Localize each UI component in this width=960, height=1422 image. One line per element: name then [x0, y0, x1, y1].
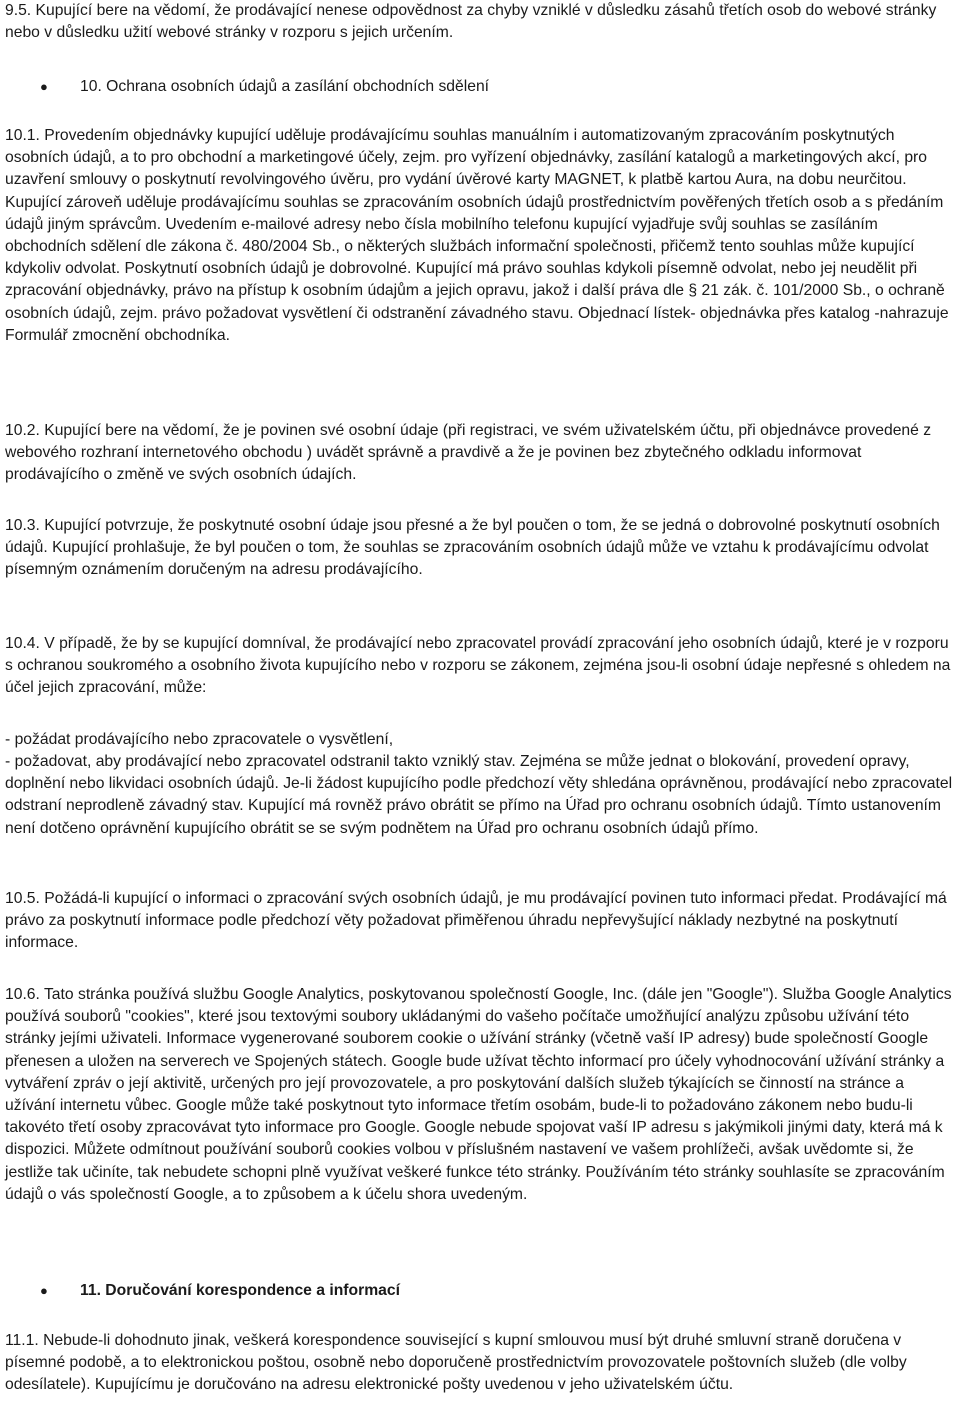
paragraph-10-6: 10.6. Tato stránka používá službu Google Analytics, poskytovanou společností Google, Inc. (dále jen "Google"). Služba Google Analytics používá souborů "cookies", které jsou textovými soubory ukládanými do vašeho počítače umožňující analýzu způsobu užívání této stránky jejími uživateli. Informace vygenerované souborem cookie o užívání stránky (včetně vaší IP adresy) bude společností Google přenesen a uložen na serverech ve Spojených státech. Google bude užívat těchto informací pro účely vyhodnocování užívání stránky a vytváření zpráv o její aktivitě, určených pro její provozovatele, a pro poskytování dalších služeb týkajících se činností na stránce a užívání internetu vůbec. Google může také poskytnout tyto informace třetím osobám, bude-li to požadováno zákonem nebo budu-li takovéto třetí osoby zpracovávat tyto informace pro Google. Google nebude spojovat vaší IP adresu s jakýmikoli jinými daty, která má k dispozici. Můžete odmítnout používání souborů cookies volbou v příslušném nastavení ve vašem prohlížeči, avšak uvědomte si, že jestliže tak učiníte, tak nebudete schopni plně využívat veškeré funkce této stránky. Používáním této stránky souhlasíte se zpracováním údajů o vás společností Google, a to způsobem a k účelu shora uvedeným.: [5, 986, 952, 1203]
paragraph-9-5: 9.5. Kupující bere na vědomí, že prodávající nenese odpovědnost za chyby vzniklé v důsledku zásahů třetích osob do webové stránky nebo v důsledku užití webové stránky v rozporu s jejich určením.: [5, 2, 937, 42]
paragraph-10-5: 10.5. Požádá-li kupující o informaci o zpracování svých osobních údajů, je mu prodávající povinen tuto informaci předat. Prodávající má právo za poskytnutí informace podle předchozí věty požadovat přiměřenou úhradu nepřevyšující náklady nezbytné na poskytnutí informace.: [5, 890, 947, 952]
paragraph-10-3: 10.3. Kupující potvrzuje, že poskytnuté osobní údaje jsou přesné a že byl poučen o tom, že se jedná o dobrovolné poskytnutí osobních údajů. Kupující prohlašuje, že byl poučen o tom, že souhlas se zpracováním osobních údajů může ve vztahu k prodávajícímu odvolat písemným oznámením doručeným na adresu prodávajícího.: [5, 517, 940, 579]
heading-10-text: 10. Ochrana osobních údajů a zasílání obchodních sdělení: [80, 78, 490, 95]
paragraph-10-2: 10.2. Kupující bere na vědomí, že je povinen své osobní údaje (při registraci, ve svém uživatelském účtu, při objednávce provedené z webového rozhraní internetového obchodu ) uvádět správně a pravdivě a že je povinen bez zbytečného odkladu informovat prodávajícího o změně ve svých osobních údajích.: [5, 422, 932, 484]
paragraph-10-4: 10.4. V případě, že by se kupující domníval, že prodávající nebo zpracovatel provádí zpracování jeho osobních údajů, které je v rozporu s ochranou soukromého a osobního života kupujícího nebo v rozporu se zákonem, zejména jsou-li osobní údaje nepřesné s ohledem na účel jejich zpracování, může:: [5, 635, 951, 697]
paragraph-11-1: 11.1. Nebude-li dohodnuto jinak, veškerá korespondence související s kupní smlouvou musí být druhé smluvní straně doručena v písemné podobě, a to elektronickou poštou, osobně nebo doporučeně prostřednictvím provozovatele poštovních služeb (dle volby odesílatele). Kupujícímu je doručováno na adresu elektronické pošty uvedenou v jeho uživatelském účtu.: [5, 1332, 907, 1394]
heading-10: [5, 76, 960, 98]
paragraph-10-1: 10.1. Provedením objednávky kupující uděluje prodávajícímu souhlas manuálním i automatizovaným zpracováním poskytnutých osobních údajů, a to pro obchodní a marketingové účely, zejm. pro vyřízení objednávky, zasílání katalogů a marketingových akcí, pro uzavření smlouvy o poskytnutí revolvingového úvěru, pro vydání úvěrové karty MAGNET, k platbě kartou Aura, na dobu neurčitou. Kupující zároveň uděluje prodávajícímu souhlas se zpracováním osobních údajů prostřednictvím pověřených třetích osob a s předáním údajů jiným správcům. Uvedením e-mailové adresy nebo čísla mobilního telefonu kupující vyjadřuje svůj souhlas se zasíláním obchodních sdělení dle zákona č. 480/2004 Sb., o některých službách informační společnosti, přičemž tento souhlas může kupující kdykoliv odvolat. Poskytnutí osobních údajů je dobrovolné. Kupující má právo souhlas kdykoli písemně odvolat, nebo jej neudělit při zpracování objednávky, právo na přístup k osobním údajům a jejich opravu, jakož i další práva dle § 21 zák. č. 101/2000 Sb., o ochraně osobních údajů, zejm. právo požadovat vysvětlení či odstranění závadného stavu. Objednací lístek- objednávka přes katalog -nahrazuje Formulář zmocnění obchodníka.: [5, 127, 949, 344]
paragraph-10-4-item-b: - požadovat, aby prodávající nebo zpracovatel odstranil takto vzniklý stav. Zejména se může jednat o blokování, provedení opravy, doplnění nebo likvidaci osobních údajů. Je-li žádost kupujícího podle předchozí věty shledána oprávněnou, prodávající nebo zpracovatel odstraní neprodleně závadný stav. Kupující má rovněž právo obrátit se přímo na Úřad pro ochranu osobních údajů. Tímto ustanovením není dotčeno oprávnění kupujícího obrátit se se svým podnětem na Úřad pro ochranu osobních údajů přímo.: [5, 753, 953, 837]
heading-11-text: 11. Doručování korespondence a informací: [80, 1282, 400, 1299]
bullet-icon: ●: [40, 79, 48, 94]
heading-11: [5, 1280, 960, 1302]
paragraph-10-4-item-a: - požádat prodávajícího nebo zpracovatele o vysvětlení,: [5, 731, 394, 748]
bullet-icon: ●: [40, 1283, 48, 1298]
